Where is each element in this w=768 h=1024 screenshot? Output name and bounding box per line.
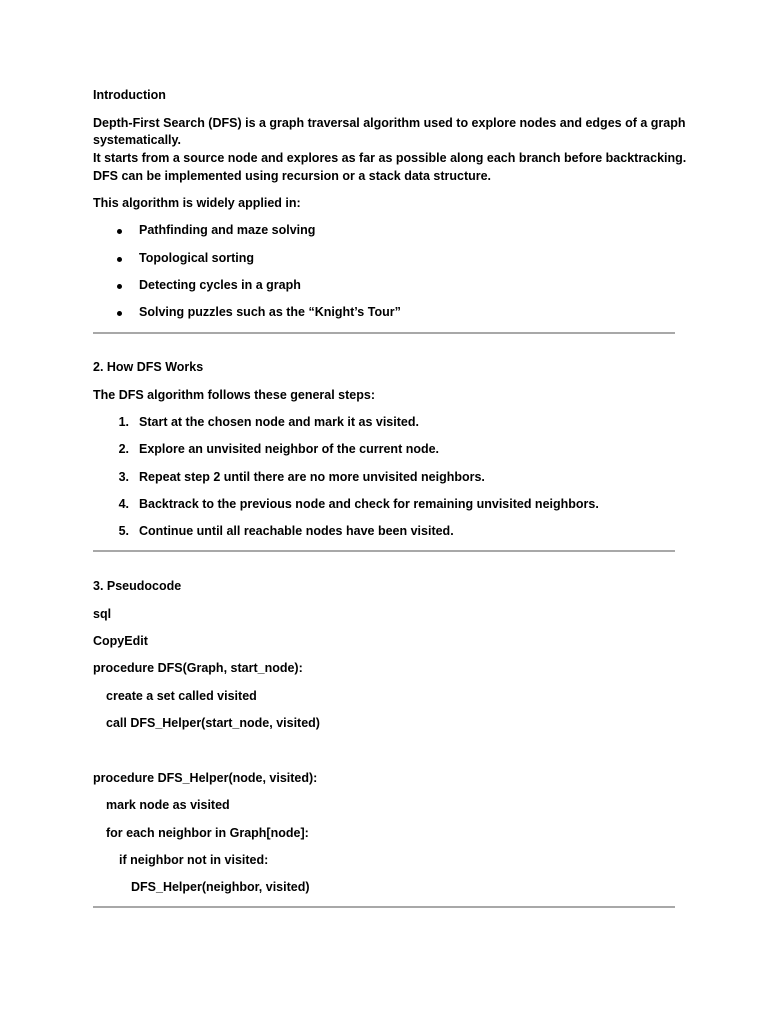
code-language-label: sql: [93, 607, 112, 621]
horizontal-divider: [93, 550, 675, 552]
step-number: 4.: [118, 497, 129, 511]
intro-paragraph-line: Depth-First Search (DFS) is a graph traversal algorithm used to explore nodes and edges of a graph: [93, 116, 686, 130]
applications-label: This algorithm is widely applied in:: [93, 196, 301, 210]
step-text: Continue until all reachable nodes have been visited.: [139, 524, 454, 538]
code-line: procedure DFS(Graph, start_node):: [93, 661, 303, 675]
code-line: call DFS_Helper(start_node, visited): [106, 716, 320, 730]
intro-paragraph-line: systematically.: [93, 133, 182, 147]
code-line: DFS_Helper(neighbor, visited): [131, 880, 310, 894]
list-item-text: Detecting cycles in a graph: [139, 278, 301, 292]
list-item-text: Pathfinding and maze solving: [139, 223, 316, 237]
section-heading-introduction: Introduction: [93, 88, 166, 102]
step-number: 1.: [118, 415, 129, 429]
copy-edit-label: CopyEdit: [93, 634, 148, 648]
step-number: 3.: [118, 470, 129, 484]
bullet-icon: [117, 229, 122, 234]
step-text: Start at the chosen node and mark it as visited.: [139, 415, 419, 429]
intro-paragraph-line: DFS can be implemented using recursion or a stack data structure.: [93, 169, 492, 183]
step-number: 2.: [118, 442, 129, 456]
list-item-text: Topological sorting: [139, 251, 255, 265]
list-item-text: Solving puzzles such as the “Knight’s Tour”: [139, 305, 401, 319]
intro-paragraph-line: It starts from a source node and explores as far as possible along each branch before backtracking.: [93, 151, 687, 165]
section-heading-pseudocode: 3. Pseudocode: [93, 579, 182, 593]
code-line: if neighbor not in visited:: [119, 853, 269, 867]
code-line: for each neighbor in Graph[node]:: [106, 826, 309, 840]
steps-lead: The DFS algorithm follows these general steps:: [93, 388, 375, 402]
bullet-icon: [117, 284, 122, 289]
step-number: 5.: [118, 524, 129, 538]
section-heading-how-dfs-works: 2. How DFS Works: [93, 360, 204, 374]
bullet-icon: [117, 311, 122, 316]
horizontal-divider: [93, 332, 675, 334]
code-line: create a set called visited: [106, 689, 257, 703]
horizontal-divider: [93, 906, 675, 908]
step-text: Backtrack to the previous node and check for remaining unvisited neighbors.: [139, 497, 599, 511]
code-line: mark node as visited: [106, 798, 230, 812]
step-text: Repeat step 2 until there are no more unvisited neighbors.: [139, 470, 485, 484]
bullet-icon: [117, 257, 122, 262]
step-text: Explore an unvisited neighbor of the current node.: [139, 442, 440, 456]
code-line: procedure DFS_Helper(node, visited):: [93, 771, 318, 785]
